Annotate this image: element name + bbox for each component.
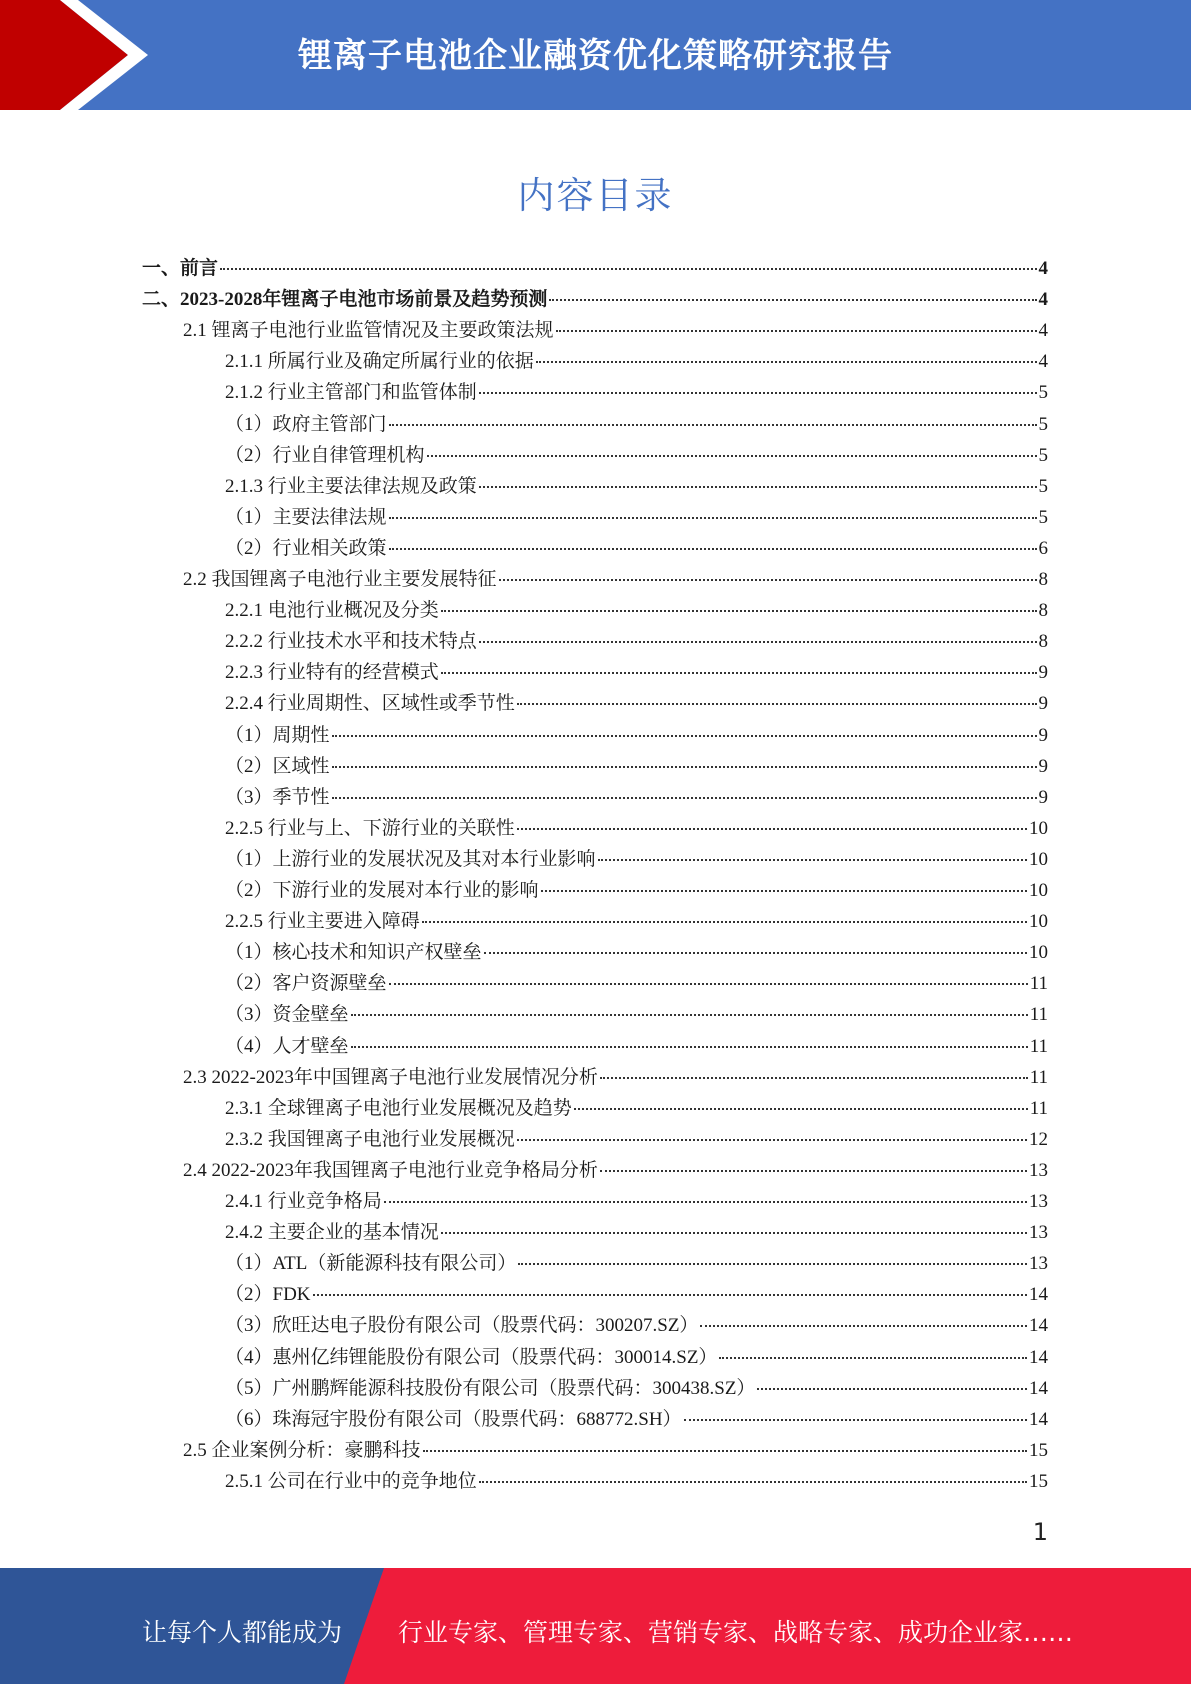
toc-entry-page: 6 <box>1038 538 1048 559</box>
toc-entry[interactable] <box>225 782 1048 813</box>
toc-leader-dots <box>517 1139 1027 1141</box>
toc-entry-page: 11 <box>1029 973 1048 994</box>
toc-entry-page: 4 <box>1038 320 1048 341</box>
toc-entry[interactable] <box>183 1155 1048 1186</box>
toc-entry-page: 14 <box>1029 1409 1048 1430</box>
toc-leader-dots <box>719 1357 1027 1359</box>
toc-entry-title: 2.2 我国锂离子电池行业主要发展特征 <box>183 569 497 590</box>
toc-entry[interactable] <box>225 720 1048 751</box>
toc-entry-title: 2.3.2 我国锂离子电池行业发展概况 <box>225 1129 515 1150</box>
toc-entry-title: 2.3 2022-2023年中国锂离子电池行业发展情况分析 <box>183 1067 598 1088</box>
toc-entry-title: （1）核心技术和知识产权壁垒 <box>225 942 482 963</box>
toc-entry-title: 2.1.3 行业主要法律法规及政策 <box>225 476 477 497</box>
toc-entry-page: 10 <box>1029 942 1048 963</box>
toc-entry[interactable] <box>225 533 1048 564</box>
toc-leader-dots <box>499 579 1037 581</box>
toc-entry-title: （2）下游行业的发展对本行业的影响 <box>225 880 539 901</box>
toc-entry[interactable] <box>225 657 1048 688</box>
toc-entry[interactable] <box>225 502 1048 533</box>
toc-entry[interactable] <box>225 1404 1048 1435</box>
toc-entry-page: 14 <box>1029 1347 1048 1368</box>
toc-entry[interactable] <box>225 968 1048 999</box>
toc-entry[interactable] <box>225 1124 1048 1155</box>
toc-entry[interactable] <box>183 315 1048 346</box>
toc-leader-dots <box>479 392 1037 394</box>
toc-entry[interactable] <box>225 844 1048 875</box>
footer-slogan-right: 行业专家、管理专家、营销专家、战略专家、成功企业家…… <box>398 1618 1074 1647</box>
toc-entry[interactable] <box>225 751 1048 782</box>
toc-entry-page: 10 <box>1029 818 1048 839</box>
toc-entry[interactable] <box>225 1342 1048 1373</box>
toc-entry-title: 2.4 2022-2023年我国锂离子电池行业竞争格局分析 <box>183 1160 598 1181</box>
toc-leader-dots <box>332 797 1037 799</box>
toc-entry[interactable] <box>183 1435 1048 1466</box>
toc-leader-dots <box>757 1388 1027 1390</box>
toc-leader-dots <box>684 1419 1027 1421</box>
toc-leader-dots <box>479 486 1037 488</box>
toc-entry[interactable] <box>142 253 1048 284</box>
toc-entry-title: 2.1.2 行业主管部门和监管体制 <box>225 382 477 403</box>
toc-entry[interactable] <box>225 1093 1048 1124</box>
toc-leader-dots <box>518 1263 1027 1265</box>
toc-entry-title: （5）广州鹏辉能源科技股份有限公司（股票代码：300438.SZ） <box>225 1378 756 1399</box>
report-title: 锂离子电池企业融资优化策略研究报告 <box>298 36 893 76</box>
toc-entry-page: 9 <box>1038 725 1048 746</box>
toc-entry[interactable] <box>225 1279 1048 1310</box>
toc-entry-page: 9 <box>1038 787 1048 808</box>
toc-leader-dots <box>600 1077 1028 1079</box>
toc-entry-page: 15 <box>1029 1471 1048 1492</box>
toc-leader-dots <box>479 641 1037 643</box>
toc-entry-page: 4 <box>1038 351 1048 372</box>
toc-entry-title: 2.3.1 全球锂离子电池行业发展概况及趋势 <box>225 1098 572 1119</box>
toc-entry-title: （2）区域性 <box>225 756 330 777</box>
toc-entry-title: （4）人才壁垒 <box>225 1036 349 1057</box>
toc-entry[interactable] <box>183 564 1048 595</box>
toc-entry[interactable] <box>225 346 1048 377</box>
toc-leader-dots <box>517 828 1027 830</box>
toc-leader-dots <box>351 1014 1028 1016</box>
toc-entry-page: 5 <box>1038 476 1048 497</box>
toc-entry-title: （1）上游行业的发展状况及其对本行业影响 <box>225 849 596 870</box>
toc-entry[interactable] <box>225 999 1048 1030</box>
toc-leader-dots <box>484 952 1027 954</box>
toc-entry-page: 5 <box>1038 507 1048 528</box>
toc-entry-page: 14 <box>1029 1378 1048 1399</box>
toc-entry[interactable] <box>225 1248 1048 1279</box>
toc-entry-page: 13 <box>1029 1253 1048 1274</box>
toc-leader-dots <box>332 766 1037 768</box>
toc-entry[interactable] <box>225 409 1048 440</box>
toc-leader-dots <box>384 1201 1027 1203</box>
toc-entry-page: 12 <box>1029 1129 1048 1150</box>
footer-slogan-left: 让每个人都能成为 <box>142 1618 343 1647</box>
toc-entry-title: 2.2.5 行业主要进入障碍 <box>225 911 420 932</box>
toc-entry-page: 9 <box>1038 662 1048 683</box>
toc-leader-dots <box>541 890 1027 892</box>
toc-entry-page: 13 <box>1029 1191 1048 1212</box>
toc-leader-dots <box>600 1170 1027 1172</box>
toc-entry[interactable] <box>225 1466 1048 1497</box>
toc-entry-page: 8 <box>1038 631 1048 652</box>
toc-entry-title: 2.2.4 行业周期性、区域性或季节性 <box>225 693 515 714</box>
toc-entry[interactable] <box>142 284 1048 315</box>
toc-leader-dots <box>389 548 1037 550</box>
toc-entry-title: （2）FDK <box>225 1284 311 1305</box>
toc-entry-title: 2.2.2 行业技术水平和技术特点 <box>225 631 477 652</box>
toc-leader-dots <box>556 330 1037 332</box>
toc-leader-dots <box>441 610 1037 612</box>
toc-entry-page: 14 <box>1029 1284 1048 1305</box>
toc-leader-dots <box>423 1450 1027 1452</box>
toc-entry-title: （4）惠州亿纬锂能股份有限公司（股票代码：300014.SZ） <box>225 1347 718 1368</box>
toc-leader-dots <box>351 1046 1028 1048</box>
toc-entry[interactable] <box>225 813 1048 844</box>
toc-entry[interactable] <box>225 1186 1048 1217</box>
toc-entry-title: （2）客户资源壁垒 <box>225 973 387 994</box>
toc-leader-dots <box>479 1481 1027 1483</box>
toc-entry-title: 二、2023-2028年锂离子电池市场前景及趋势预测 <box>142 289 548 310</box>
toc-entry[interactable] <box>225 377 1048 408</box>
toc-leader-dots <box>389 983 1028 985</box>
toc-entry-title: （2）行业自律管理机构 <box>225 445 425 466</box>
toc-leader-dots <box>598 859 1027 861</box>
toc-leader-dots <box>220 268 1036 270</box>
toc-entry-title: 2.2.5 行业与上、下游行业的关联性 <box>225 818 515 839</box>
toc-entry[interactable] <box>183 1062 1048 1093</box>
toc-entry-page: 13 <box>1029 1222 1048 1243</box>
toc-entry-title: （3）资金壁垒 <box>225 1004 349 1025</box>
toc-entry-title: （1）政府主管部门 <box>225 414 387 435</box>
toc-entry[interactable] <box>225 1310 1048 1341</box>
toc-entry-page: 15 <box>1029 1440 1048 1461</box>
toc-entry-title: （2）行业相关政策 <box>225 538 387 559</box>
toc-leader-dots <box>441 672 1037 674</box>
toc-entry[interactable] <box>225 626 1048 657</box>
toc-entry-page: 8 <box>1038 600 1048 621</box>
toc-entry-page: 11 <box>1029 1098 1048 1119</box>
toc-entry-title: 一、前言 <box>142 258 219 279</box>
toc-leader-dots <box>332 735 1037 737</box>
toc-entry-title: （3）欣旺达电子股份有限公司（股票代码：300207.SZ） <box>225 1315 699 1336</box>
toc-entry-page: 9 <box>1038 693 1048 714</box>
toc-entry-page: 9 <box>1038 756 1048 777</box>
toc-entry-page: 10 <box>1029 880 1048 901</box>
toc-entry-title: （1）ATL（新能源科技有限公司） <box>225 1253 517 1274</box>
toc-entry-title: 2.5 企业案例分析：豪鹏科技 <box>183 1440 421 1461</box>
toc-entry-title: 2.1 锂离子电池行业监管情况及主要政策法规 <box>183 320 554 341</box>
toc-entry-title: （1）周期性 <box>225 725 330 746</box>
toc-entry-title: 2.2.1 电池行业概况及分类 <box>225 600 439 621</box>
toc-leader-dots <box>536 361 1037 363</box>
toc-entry-page: 5 <box>1038 382 1048 403</box>
footer-banner <box>0 1568 1191 1684</box>
toc-leader-dots <box>389 424 1037 426</box>
toc-entry[interactable] <box>225 1031 1048 1062</box>
toc-entry-page: 4 <box>1038 289 1048 310</box>
toc-leader-dots <box>700 1325 1027 1327</box>
toc-leader-dots <box>441 1232 1027 1234</box>
toc-entry-title: 2.2.3 行业特有的经营模式 <box>225 662 439 683</box>
toc-leader-dots <box>574 1108 1028 1110</box>
toc-entry-page: 5 <box>1038 445 1048 466</box>
toc-entry[interactable] <box>225 688 1048 719</box>
toc-leader-dots <box>549 299 1036 301</box>
page-number: 1 <box>1032 1518 1048 1546</box>
toc-entry-title: （6）珠海冠宇股份有限公司（股票代码：688772.SH） <box>225 1409 682 1430</box>
toc-entry-title: 2.5.1 公司在行业中的竞争地位 <box>225 1471 477 1492</box>
toc-entry[interactable] <box>225 937 1048 968</box>
toc-entry[interactable] <box>225 595 1048 626</box>
toc-entry-title: （3）季节性 <box>225 787 330 808</box>
toc-entry[interactable] <box>225 471 1048 502</box>
toc-entry-title: 2.1.1 所属行业及确定所属行业的依据 <box>225 351 534 372</box>
toc-entry-page: 10 <box>1029 911 1048 932</box>
header-banner <box>0 0 1191 110</box>
toc-entry-title: 2.4.1 行业竞争格局 <box>225 1191 382 1212</box>
toc-leader-dots <box>422 921 1027 923</box>
toc-leader-dots <box>313 1294 1027 1296</box>
toc-entry[interactable] <box>225 440 1048 471</box>
toc-leader-dots <box>517 703 1037 705</box>
toc-entry[interactable] <box>225 875 1048 906</box>
toc-entry-page: 8 <box>1038 569 1048 590</box>
toc-leader-dots <box>389 517 1037 519</box>
toc-entry-title: （1）主要法律法规 <box>225 507 387 528</box>
toc-entry-page: 5 <box>1038 414 1048 435</box>
toc-entry-page: 11 <box>1029 1036 1048 1057</box>
toc-heading: 内容目录 <box>517 174 674 217</box>
toc-entry-page: 14 <box>1029 1315 1048 1336</box>
toc-entry-page: 13 <box>1029 1160 1048 1181</box>
toc-entry-title: 2.4.2 主要企业的基本情况 <box>225 1222 439 1243</box>
toc-entry[interactable] <box>225 1217 1048 1248</box>
toc-entry[interactable] <box>225 1373 1048 1404</box>
toc-entry-page: 4 <box>1038 258 1048 279</box>
toc-entry-page: 11 <box>1029 1067 1048 1088</box>
toc-entry-page: 11 <box>1029 1004 1048 1025</box>
toc-entry[interactable] <box>225 906 1048 937</box>
toc-leader-dots <box>427 455 1037 457</box>
toc-entry-page: 10 <box>1029 849 1048 870</box>
